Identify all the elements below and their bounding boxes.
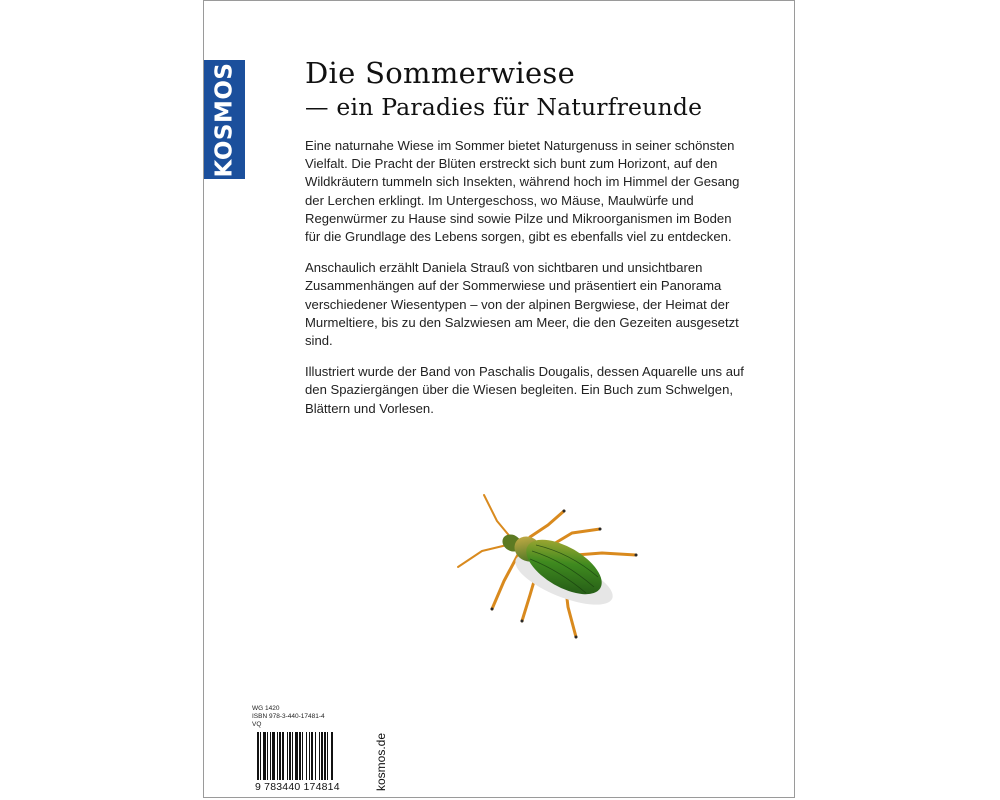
book-title: Die Sommerwiese bbox=[305, 56, 576, 90]
barcode-bar bbox=[279, 732, 281, 780]
barcode-bar bbox=[260, 732, 261, 780]
barcode-bar bbox=[263, 732, 266, 780]
barcode-bar bbox=[324, 732, 326, 780]
barcode-bar bbox=[327, 732, 328, 780]
barcode-bar bbox=[319, 732, 320, 780]
book-subtitle: — ein Paradies für Naturfreunde bbox=[305, 93, 703, 121]
barcode-bar bbox=[331, 732, 333, 780]
ground-beetle-illustration bbox=[452, 489, 652, 649]
barcode-bar bbox=[289, 732, 291, 780]
wg-code: WG 1420 bbox=[252, 705, 280, 712]
barcode-bar bbox=[257, 732, 259, 780]
barcode-bar bbox=[299, 732, 301, 780]
blurb-paragraph: Anschaulich erzählt Daniela Strauß von sichtbaren und unsichtbaren Zusammenhängen auf der Sommerwiese und präsentiert ein Panorama verschiedener Wiesentypen – von der alpinen Bergwiese, der Heimat der Murmeltiere, bis zu den Salzwiesen am Meer, die den Gezeiten ausgesetzt sind. bbox=[305, 260, 739, 349]
barcode-bar bbox=[272, 732, 275, 780]
publisher-logo bbox=[204, 60, 245, 179]
imprint bbox=[252, 705, 325, 729]
barcode-bar bbox=[311, 732, 313, 780]
barcode-bar bbox=[309, 732, 310, 780]
blurb-paragraph: Eine naturnahe Wiese im Sommer bietet Naturgenuss in seiner schönsten Vielfalt. Die Pracht der Blüten erstreckt sich bunt zum Horizont, auf den Wildkräutern tummeln sich Insekten, während hoch im Himmel der Gesang der Lerchen erklingt. Im Untergeschoss, wo Mäuse, Maulwürfe und Regenwürmer zu Hause sind sowie Pilze und Mikroorganismen im Boden für die Grundlage des Lebens sorgen, gibt es ebenfalls viel zu entdecken. bbox=[305, 138, 740, 245]
isbn: ISBN 978-3-440-17481-4 bbox=[252, 713, 325, 720]
barcode-bar bbox=[302, 732, 303, 780]
vq-code: VQ bbox=[252, 721, 262, 728]
book-back-cover bbox=[203, 0, 795, 798]
barcode-bar bbox=[292, 732, 293, 780]
barcode-bar bbox=[267, 732, 268, 780]
barcode bbox=[257, 732, 362, 780]
barcode-bar bbox=[315, 732, 316, 780]
publisher-website[interactable]: kosmos.de bbox=[374, 732, 388, 791]
barcode-bar bbox=[295, 732, 298, 780]
barcode-bar bbox=[270, 732, 271, 780]
barcode-bar bbox=[321, 732, 323, 780]
barcode-bar bbox=[306, 732, 307, 780]
barcode-digits: 9 783440 174814 bbox=[255, 781, 340, 793]
barcode-bar bbox=[277, 732, 278, 780]
barcode-bar bbox=[282, 732, 284, 780]
blurb bbox=[305, 137, 745, 431]
publisher-logo-text: KOSMOS bbox=[211, 62, 238, 177]
blurb-paragraph: Illustriert wurde der Band von Paschalis Dougalis, dessen Aquarelle uns auf den Spaziergängen über die Wiesen begleiten. Ein Buch zum Schwelgen, Blättern und Vorlesen. bbox=[305, 364, 744, 416]
barcode-bar bbox=[287, 732, 288, 780]
